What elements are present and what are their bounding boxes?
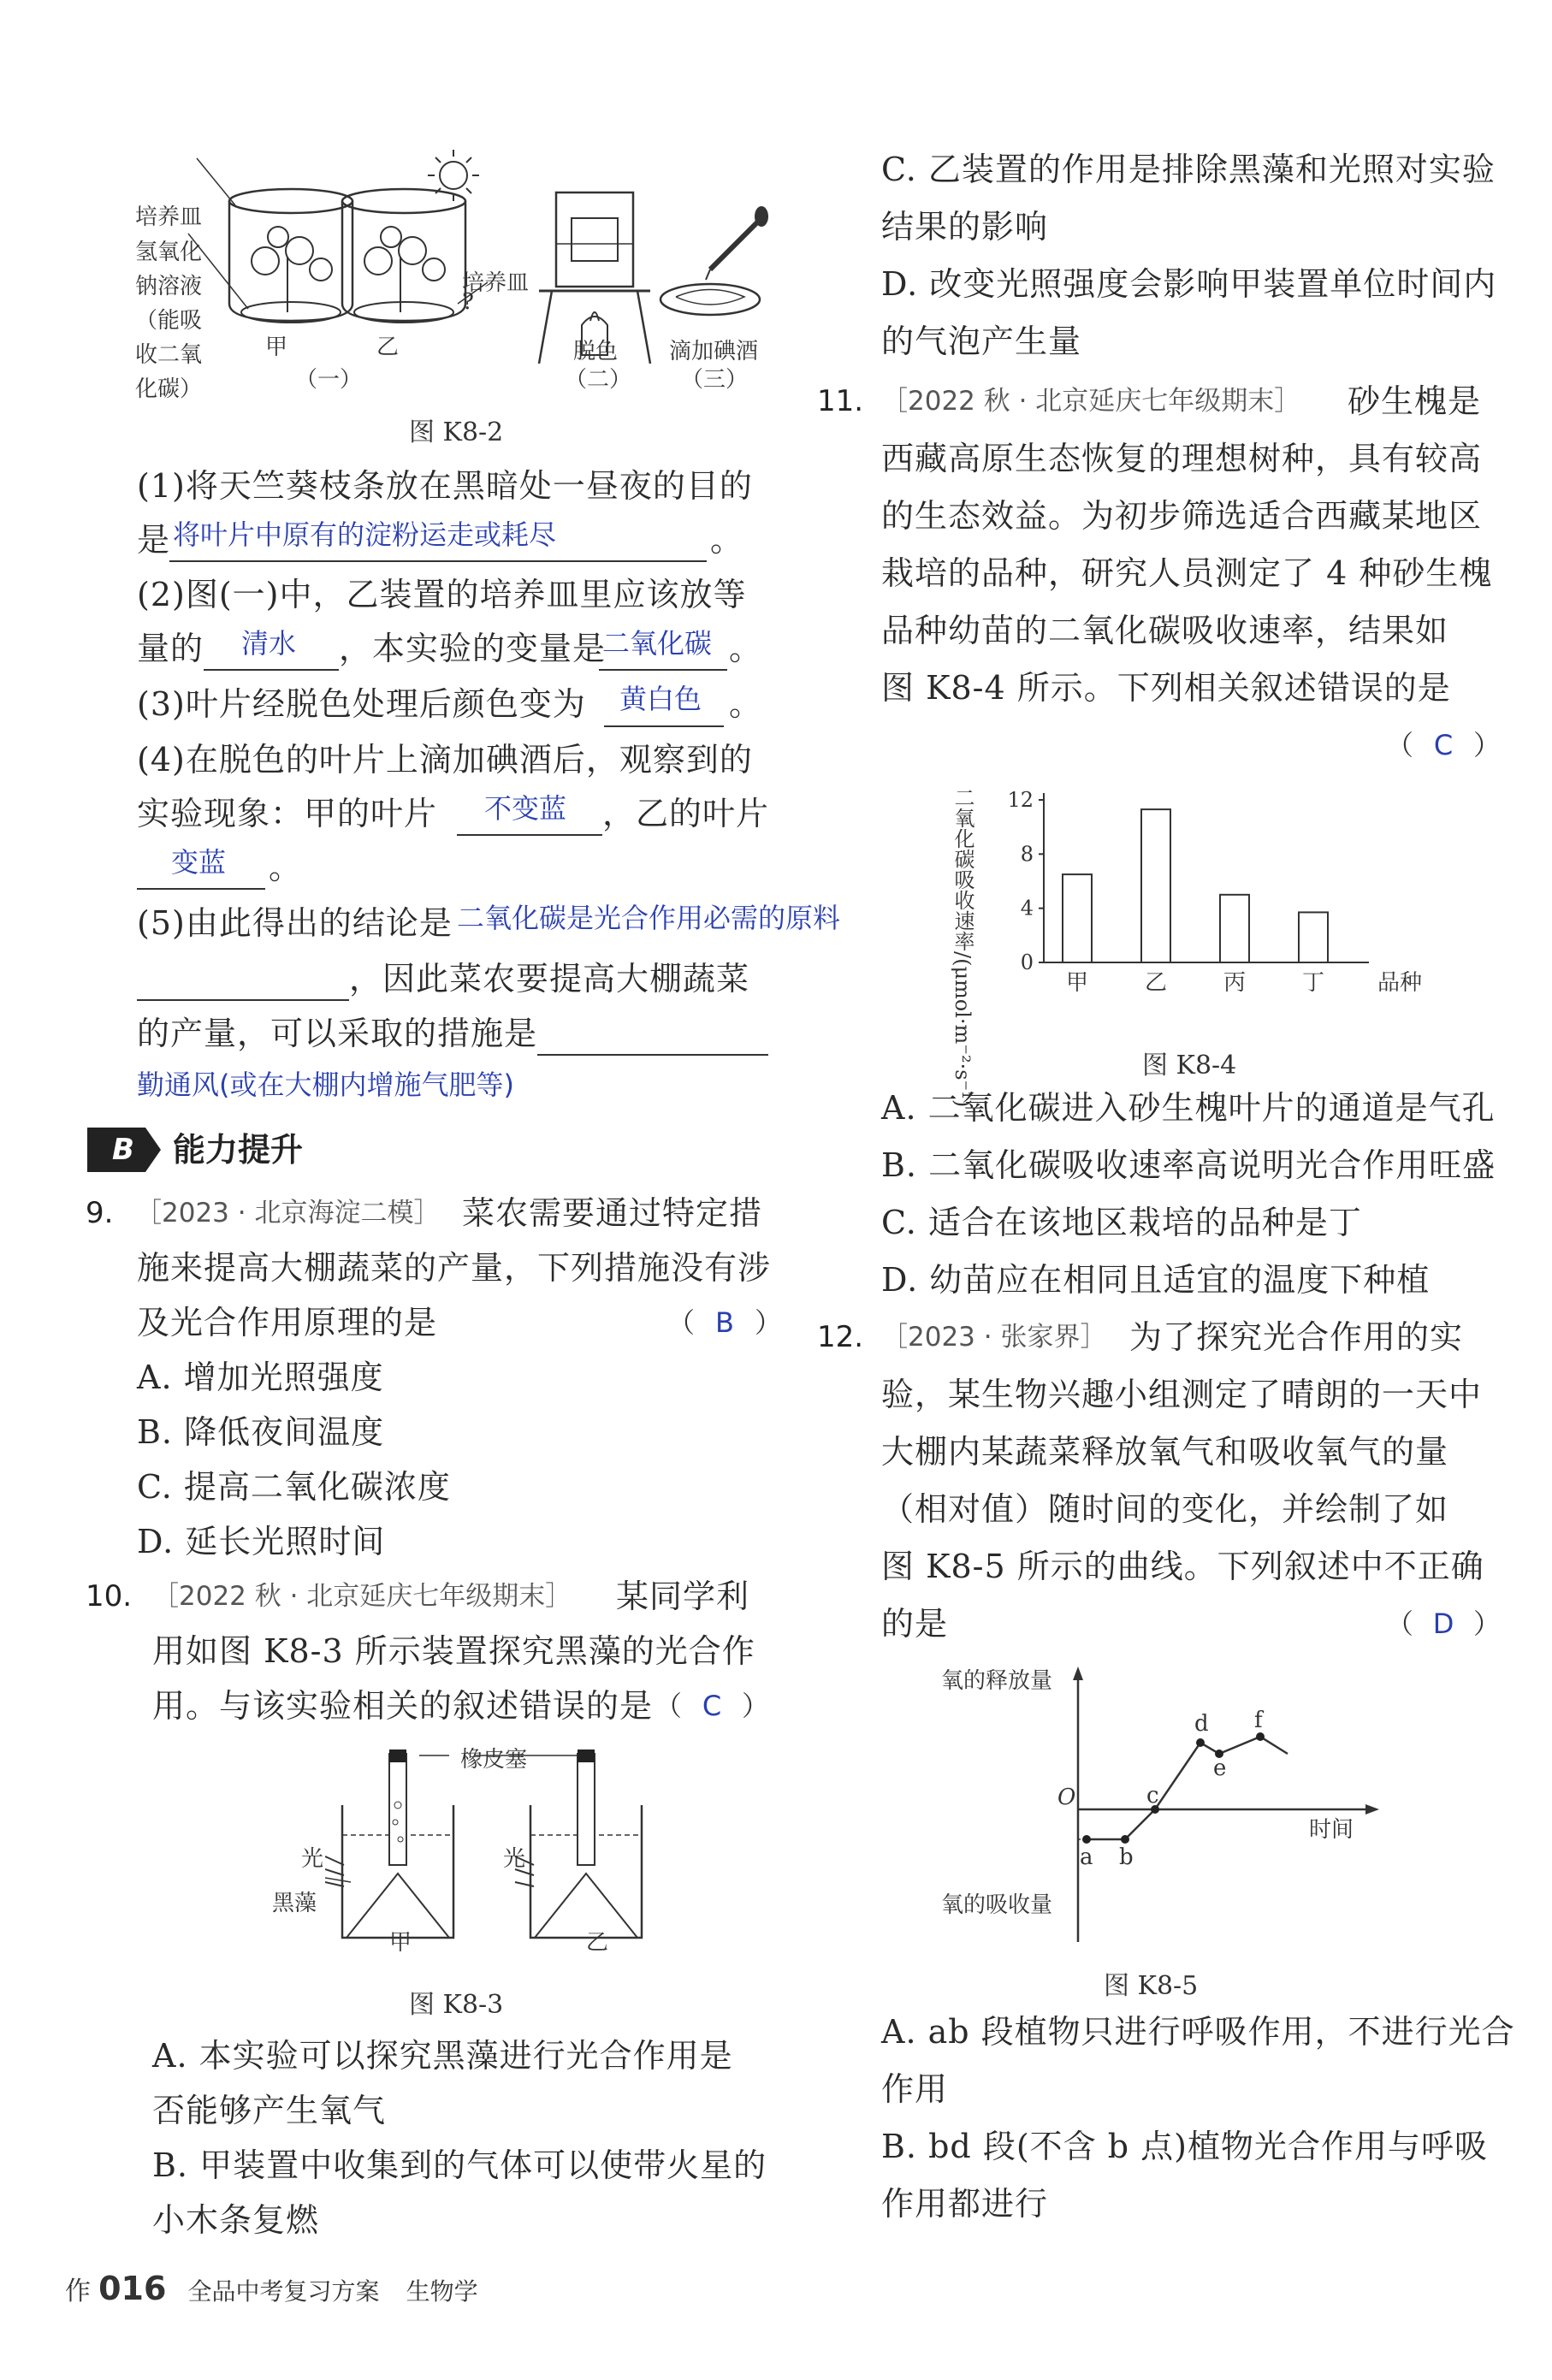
q8-p2-c: ，本实验的变量是 xyxy=(339,630,607,667)
q11-answer-paren: （ C ） xyxy=(1386,717,1501,773)
fig-k8-5-ybottom: 氧的吸收量 xyxy=(941,1892,1053,1918)
q10-opt-a-l1: A. 本实验可以探究黑藻进行光合作用是 xyxy=(152,2037,733,2075)
q8-p5-c: 的产量，可以采取的措施是 xyxy=(137,1015,538,1052)
q8-p2-blank2 xyxy=(599,669,727,671)
q12-line1: 为了探究光合作用的实 xyxy=(1129,1318,1464,1356)
q8-p4-answer2: 变蓝 xyxy=(171,846,227,879)
q8-p5-answer1: 二氧化碳是光合作用必需的原料 xyxy=(457,902,841,934)
label-two: （二） xyxy=(565,367,632,393)
fig-k8-5-ytop: 氧的释放量 xyxy=(941,1668,1053,1694)
chart-xlabel: 品种 xyxy=(1377,970,1423,996)
q8-p5-blank2 xyxy=(537,1054,768,1056)
section-title: 能力提升 xyxy=(173,1131,304,1169)
q8-p2-answer2: 二氧化碳 xyxy=(602,627,713,660)
q8-p3-end: 。 xyxy=(729,685,763,723)
fig-k8-5-caption: 图 K8-5 xyxy=(1104,1971,1199,2001)
q10-opt-a-l2: 否能够产生氧气 xyxy=(152,2092,387,2129)
fig-k8-5-label-e: e xyxy=(1213,1755,1227,1781)
q10-source: ［2022 秋 · 北京延庆七年级期末］ xyxy=(152,1581,572,1612)
q8-p3-answer: 黄白色 xyxy=(619,683,702,715)
q11-opt-a: A. 二氧化碳进入砂生槐叶片的通道是气孔 xyxy=(881,1089,1496,1127)
q12-line6: 的是 xyxy=(881,1605,949,1643)
point-b xyxy=(1121,1835,1129,1844)
q11-answer: C xyxy=(1433,729,1454,761)
label-naoh xyxy=(135,235,202,406)
q8-p4-b: 实验现象：甲的叶片 xyxy=(137,795,438,832)
q8-p3: (3)叶片经脱色处理后颜色变为 xyxy=(137,685,586,723)
q8-p4-blank2 xyxy=(137,888,265,890)
fig-k8-5-label-d: d xyxy=(1194,1711,1209,1737)
label-naoh-l1: 氢氧化 xyxy=(135,240,203,265)
q12-answer-paren: （ D ） xyxy=(1386,1596,1501,1652)
q11-line5: 品种幼苗的二氧化碳吸收速率，结果如 xyxy=(881,612,1449,649)
chart-k8-4 xyxy=(950,779,1446,1001)
q8-p5-b: ，因此菜农要提高大棚蔬菜 xyxy=(349,960,750,998)
q12-opt-a-l2: 作用 xyxy=(881,2070,949,2108)
chart-bar xyxy=(1141,809,1170,962)
q9-opt-c: C. 提高二氧化碳浓度 xyxy=(137,1468,451,1506)
chart-category-label: 丁 xyxy=(1301,970,1325,996)
q12-number: 12. xyxy=(817,1320,864,1354)
q9-answer: B xyxy=(715,1306,734,1339)
q8-p5-answer2: 勤通风(或在大棚内增施气肥等) xyxy=(137,1069,514,1101)
q10-opt-c-l1: C. 乙装置的作用是排除黑藻和光照对实验 xyxy=(881,151,1496,188)
q12-line4: （相对值）随时间的变化，并绘制了如 xyxy=(881,1490,1449,1528)
q12-line3: 大棚内某蔬菜释放氧气和吸收氧气的量 xyxy=(881,1433,1449,1471)
q8-p4-end: 。 xyxy=(269,849,303,886)
chart-category-label: 甲 xyxy=(1065,970,1089,996)
chart-bar xyxy=(1299,912,1328,962)
label-iodine: 滴加碘酒 xyxy=(669,339,759,364)
q10-opt-b-l2: 小木条复燃 xyxy=(152,2201,320,2239)
figure-k8-3 xyxy=(325,1745,667,1951)
label-dish: 培养皿 xyxy=(135,204,203,230)
q12-line2: 验，某生物兴趣小组测定了晴朗的一天中 xyxy=(881,1376,1483,1413)
q8-p2-answer1: 清水 xyxy=(241,627,297,660)
chart-caption: 图 K8-4 xyxy=(1142,1051,1237,1080)
chart-ytick-label: 0 xyxy=(1020,950,1034,974)
point-a xyxy=(1082,1835,1091,1844)
q8-p4-blank1 xyxy=(457,834,602,836)
q11-number: 11. xyxy=(817,384,864,418)
q10-line3: 用。与该实验相关的叙述错误的是 xyxy=(152,1687,654,1725)
q8-p4-c: ，乙的叶片 xyxy=(602,795,770,832)
fig-k8-3-jia: 甲 xyxy=(389,1930,412,1956)
q12-line5: 图 K8-5 所示的曲线。下列叙述中不正确 xyxy=(881,1548,1484,1585)
fig-k8-5-label-f: f xyxy=(1254,1708,1263,1733)
q9-opt-a: A. 增加光照强度 xyxy=(137,1359,384,1396)
label-jia: 甲 xyxy=(265,335,288,360)
q10-opt-d-l2: 的气泡产生量 xyxy=(881,323,1082,360)
q9-source: ［2023 · 北京海淀二模］ xyxy=(135,1198,441,1228)
fig-k8-5-label-a: a xyxy=(1080,1844,1093,1870)
fig-k8-5-xlabel: 时间 xyxy=(1309,1817,1354,1843)
fig-k8-3-stopper: 橡皮塞 xyxy=(460,1747,528,1773)
label-decolor: 脱色 xyxy=(573,339,619,364)
footer-page: 016 xyxy=(98,2270,167,2307)
fig-k8-3-caption: 图 K8-3 xyxy=(409,1990,504,2020)
q8-p5-blank1 xyxy=(137,999,349,1001)
q8-p5-a: (5)由此得出的结论是 xyxy=(137,904,453,942)
q8-p3-blank xyxy=(604,725,724,727)
chart-ytick-label: 4 xyxy=(1020,896,1034,921)
fig-k8-3-yi: 乙 xyxy=(586,1930,609,1956)
q10-number: 10. xyxy=(86,1579,133,1613)
section-badge: B xyxy=(112,1133,134,1167)
q10-opt-b-l1: B. 甲装置中收集到的气体可以使带火星的 xyxy=(152,2146,767,2184)
footer-subject: 生物学 xyxy=(406,2277,478,2306)
q12-opt-b-l1: B. bd 段(不含 b 点)植物光合作用与呼吸 xyxy=(881,2128,1488,2165)
q8-p1-a: (1)将天竺葵枝条放在黑暗处一昼夜的目的 xyxy=(137,467,753,505)
q8-p4-a: (4)在脱色的叶片上滴加碘酒后，观察到的 xyxy=(137,741,753,779)
q9-line1: 菜农需要通过特定措 xyxy=(462,1194,763,1232)
q8-p2-end: 。 xyxy=(729,630,763,667)
chart-ylabel: 二氧化碳吸收速率/(μmol·m⁻²·s⁻¹) xyxy=(951,787,974,1108)
q8-p1-blank xyxy=(169,560,707,562)
fig-k8-3-light: 光 xyxy=(301,1846,324,1872)
label-dish-q: 培养皿 xyxy=(462,270,530,296)
q11-opt-b: B. 二氧化碳吸收速率高说明光合作用旺盛 xyxy=(881,1146,1496,1184)
label-one: （一） xyxy=(295,367,363,393)
q11-opt-c: C. 适合在该地区栽培的品种是丁 xyxy=(881,1204,1362,1241)
label-q: ? xyxy=(462,289,474,315)
section-header xyxy=(87,1126,344,1174)
q8-p2-a: (2)图(一)中，乙装置的培养皿里应该放等 xyxy=(137,576,747,613)
q9-line2: 施来提高大棚蔬菜的产量，下列措施没有涉 xyxy=(137,1249,772,1287)
q9-line3: 及光合作用原理的是 xyxy=(137,1304,438,1341)
fig-k8-5-origin: O xyxy=(1057,1785,1076,1810)
q8-p1-end: 。 xyxy=(710,521,744,559)
q9-answer-paren: （ B ） xyxy=(667,1294,782,1351)
label-naoh-l2: 钠溶液 xyxy=(135,274,203,299)
chart-bar xyxy=(1063,874,1092,962)
q10-answer-paren: （ C ） xyxy=(655,1678,769,1734)
label-yi: 乙 xyxy=(376,335,400,360)
q12-opt-b-l2: 作用都进行 xyxy=(881,2185,1049,2223)
q8-p4-answer1: 不变蓝 xyxy=(484,792,567,825)
q8-p1-b: 是 xyxy=(137,521,171,559)
chart-category-label: 丙 xyxy=(1223,970,1247,996)
q10-line2: 用如图 K8-3 所示装置探究黑藻的光合作 xyxy=(152,1632,755,1670)
chart-bar xyxy=(1220,895,1249,962)
q10-answer: C xyxy=(702,1690,722,1722)
q8-p1-answer: 将叶片中原有的淀粉运走或耗尽 xyxy=(173,518,557,551)
q11-source: ［2022 秋 · 北京延庆七年级期末］ xyxy=(881,386,1301,417)
point-d xyxy=(1196,1738,1205,1747)
fig-k8-5-label-b: b xyxy=(1119,1844,1134,1870)
label-naoh-l3: （能吸 xyxy=(135,308,203,334)
q11-line3: 的生态效益。为初步筛选适合西藏某地区 xyxy=(881,497,1483,535)
q11-line2: 西藏高原生态恢复的理想树种，具有较高 xyxy=(881,440,1483,477)
q11-line1: 砂生槐是 xyxy=(1348,382,1482,420)
fig-k8-5-label-c: c xyxy=(1146,1783,1159,1809)
q11-line4: 栽培的品种，研究人员测定了 4 种砂生槐 xyxy=(881,554,1493,592)
fig-k8-3-light2: 光 xyxy=(503,1846,526,1872)
q11-line6: 图 K8-4 所示。下列相关叙述错误的是 xyxy=(881,669,1451,707)
chart-ylabel-wrap xyxy=(950,787,1001,1108)
q10-opt-d-l1: D. 改变光照强度会影响甲装置单位时间内 xyxy=(881,265,1497,303)
q11-opt-d: D. 幼苗应在相同且适宜的温度下种植 xyxy=(881,1261,1431,1299)
footer-prefix: 作 xyxy=(65,2276,91,2306)
footer-book: 全品中考复习方案 xyxy=(187,2277,380,2306)
q10-line1: 某同学利 xyxy=(616,1578,750,1615)
q12-answer: D xyxy=(1432,1607,1454,1640)
q8-p2-b: 量的 xyxy=(137,630,204,667)
q8-p2-blank1 xyxy=(204,669,339,671)
q12-opt-a-l1: A. ab 段植物只进行呼吸作用，不进行光合 xyxy=(881,2013,1515,2051)
fig-k8-3-algae: 黑藻 xyxy=(272,1891,317,1916)
point-f xyxy=(1256,1732,1265,1741)
q9-number: 9. xyxy=(86,1196,114,1230)
chart-category-label: 乙 xyxy=(1144,970,1168,996)
q10-opt-c-l2: 结果的影响 xyxy=(881,208,1049,246)
fig-k8-2-caption: 图 K8-2 xyxy=(409,417,504,447)
chart-ytick-label: 12 xyxy=(1007,788,1034,812)
label-three: （三） xyxy=(681,367,749,393)
label-naoh-l5: 化碳） xyxy=(135,376,203,402)
label-naoh-l4: 收二氧 xyxy=(135,342,203,368)
footer xyxy=(65,2267,478,2317)
q9-opt-d: D. 延长光照时间 xyxy=(137,1523,386,1560)
q9-opt-b: B. 降低夜间温度 xyxy=(137,1413,385,1451)
q12-source: ［2023 · 张家界］ xyxy=(881,1322,1107,1353)
chart-ytick-label: 8 xyxy=(1020,842,1034,867)
sun-icon xyxy=(440,162,467,189)
